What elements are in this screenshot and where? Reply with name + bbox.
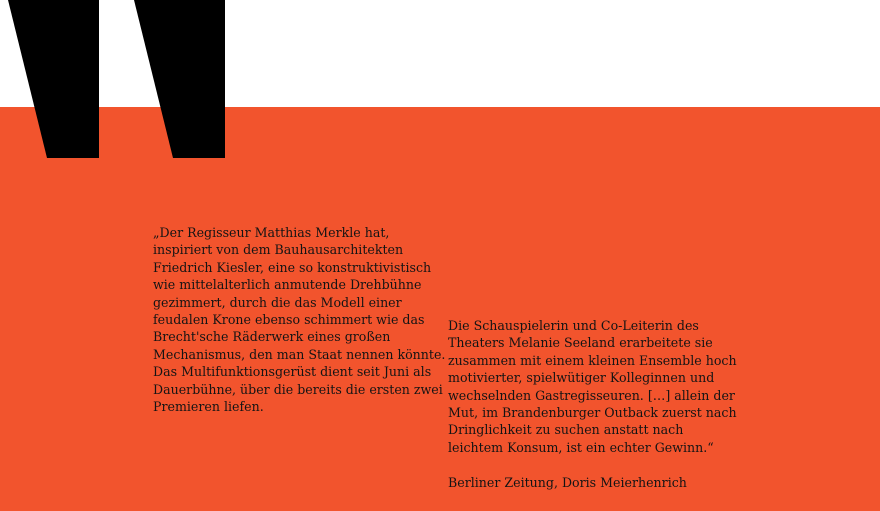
quote-line: wechselnden Gastregisseuren. […] allein der (448, 387, 735, 403)
quote-line: Dringlichkeit zu suchen anstatt nach (448, 422, 684, 438)
quote-line: Mut, im Brandenburger Outback zuerst nach (448, 405, 737, 421)
quote-line: Mechanismus, den man Staat nennen könnte. (153, 346, 446, 362)
quote-line: „Der Regisseur Matthias Merkle hat, (153, 225, 390, 240)
quote-line: feudalen Krone ebenso schimmert wie das (153, 312, 425, 328)
quote-line: Theaters Melanie Seeland erarbeitete sie (448, 335, 713, 351)
opening-quotation-mark-icon (0, 0, 230, 162)
quote-line: motivierter, spielwütiger Kolleginnen und (448, 370, 715, 386)
quote-line: leichtem Konsum, ist ein echter Gewinn.“ (448, 439, 714, 455)
quote-line: Premieren liefen. (153, 399, 264, 415)
quote-mark-left-stroke (8, 0, 99, 158)
quote-line: Das Multifunktionsgerüst dient seit Juni als (153, 364, 432, 380)
quote-line: gezimmert, durch die das Modell einer (153, 294, 402, 310)
quote-line: Friedrich Kiesler, eine so konstruktivistisch (153, 259, 432, 275)
quote-line: zusammen mit einem kleinen Ensemble hoch (448, 352, 737, 368)
quote-line: Die Schauspielerin und Co-Leiterin des (448, 318, 699, 333)
quote-line: inspiriert von dem Bauhausarchitekten (153, 242, 404, 258)
quote-line: Brecht'sche Räderwerk eines großen (153, 329, 391, 345)
quote-text (448, 317, 748, 456)
press-quote-left (153, 224, 453, 415)
quote-line: Dauerbühne, über die bereits die ersten zwei (153, 381, 443, 397)
quote-text (153, 224, 453, 415)
quote-mark-right-stroke (134, 0, 225, 158)
press-quote-right (448, 317, 748, 491)
quote-source: Berliner Zeitung, Doris Meierhenrich (448, 474, 687, 490)
quote-line: wie mittelalterlich anmutende Drehbühne (153, 277, 422, 293)
